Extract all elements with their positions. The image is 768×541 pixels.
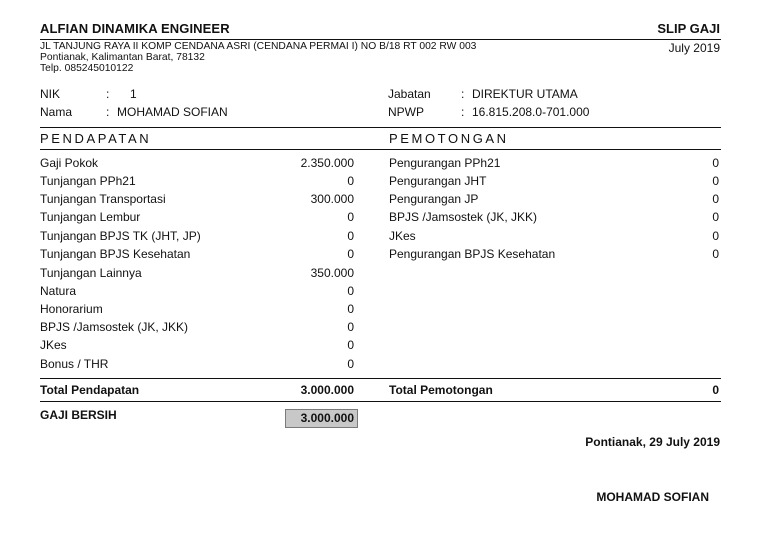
deduction-total-value: 0 — [712, 383, 719, 397]
employee-position: DIREKTUR UTAMA — [472, 87, 578, 101]
npwp-value: 16.815.208.0-701.000 — [472, 105, 590, 119]
income-item-value: 0 — [347, 320, 354, 334]
deduction-item-value: 0 — [712, 229, 719, 243]
income-item-value: 300.000 — [310, 192, 354, 206]
slip-title: SLIP GAJI — [657, 21, 720, 36]
deduction-item-value: 0 — [712, 247, 719, 261]
signatory-name: MOHAMAD SOFIAN — [596, 490, 709, 504]
income-item-value: 0 — [347, 247, 354, 261]
net-pay-value: 3.000.000 — [285, 409, 358, 428]
income-item-label: Tunjangan Lainnya — [40, 266, 142, 280]
place-date: Pontianak, 29 July 2019 — [585, 435, 720, 449]
deduction-item-value: 0 — [712, 210, 719, 224]
income-item-label: Tunjangan Transportasi — [40, 192, 166, 206]
nik-separator: : — [106, 87, 110, 101]
income-item-label: Natura — [40, 284, 77, 298]
name-separator: : — [106, 105, 110, 119]
income-item-value: 2.350.000 — [300, 156, 354, 170]
deductions-header: PEMOTONGAN — [389, 131, 509, 146]
income-total-value: 3.000.000 — [300, 383, 354, 397]
income-item-value: 0 — [347, 174, 354, 188]
deduction-total-label: Total Pemotongan — [389, 383, 493, 397]
deduction-item-value: 0 — [712, 192, 719, 206]
deduction-item-label: Pengurangan PPh21 — [389, 156, 501, 170]
income-item-value: 0 — [347, 338, 354, 352]
company-phone: Telp. 085245010122 — [40, 63, 134, 74]
deduction-item-value: 0 — [712, 174, 719, 188]
npwp-separator: : — [461, 105, 465, 119]
deduction-item-label: Pengurangan JHT — [389, 174, 487, 188]
employee-name: MOHAMAD SOFIAN — [117, 105, 228, 119]
position-label: Jabatan — [388, 87, 431, 101]
income-header: PENDAPATAN — [40, 131, 152, 146]
deduction-item-label: Pengurangan JP — [389, 192, 479, 206]
income-item-label: Gaji Pokok — [40, 156, 99, 170]
company-address-line1: JL TANJUNG RAYA II KOMP CENDANA ASRI (CENDANA PERMAI I) NO B/18 RT 002 RW 003 — [40, 41, 477, 52]
totals-bottom-divider — [40, 401, 721, 402]
income-item-value: 0 — [347, 284, 354, 298]
company-address-line2: Pontianak, Kalimantan Barat, 78132 — [40, 52, 205, 63]
income-item-label: Tunjangan PPh21 — [40, 174, 136, 188]
income-item-label: JKes — [40, 338, 67, 352]
nik-value: 1 — [130, 87, 137, 101]
income-item-label: Honorarium — [40, 302, 103, 316]
income-item-value: 0 — [347, 357, 354, 371]
position-separator: : — [461, 87, 465, 101]
income-item-value: 350.000 — [310, 266, 354, 280]
income-item-value: 0 — [347, 210, 354, 224]
income-item-label: Tunjangan Lembur — [40, 210, 141, 224]
deduction-item-value: 0 — [712, 156, 719, 170]
nik-label: NIK — [40, 87, 61, 101]
deduction-item-label: Pengurangan BPJS Kesehatan — [389, 247, 556, 261]
income-item-label: Bonus / THR — [40, 357, 109, 371]
income-item-value: 0 — [347, 302, 354, 316]
net-pay-label: GAJI BERSIH — [40, 408, 117, 422]
npwp-label: NPWP — [388, 105, 424, 119]
income-total-label: Total Pendapatan — [40, 383, 140, 397]
header-divider — [40, 39, 721, 40]
income-item-label: Tunjangan BPJS TK (JHT, JP) — [40, 229, 201, 243]
slip-period: July 2019 — [668, 41, 720, 55]
totals-top-divider — [40, 378, 721, 379]
deduction-item-label: BPJS /Jamsostek (JK, JKK) — [389, 210, 538, 224]
info-divider — [40, 127, 721, 128]
income-item-label: Tunjangan BPJS Kesehatan — [40, 247, 191, 261]
deduction-item-label: JKes — [389, 229, 416, 243]
section-header-divider — [40, 149, 721, 150]
income-item-value: 0 — [347, 229, 354, 243]
company-name: ALFIAN DINAMIKA ENGINEER — [40, 21, 230, 36]
name-label: Nama — [40, 105, 73, 119]
income-item-label: BPJS /Jamsostek (JK, JKK) — [40, 320, 189, 334]
